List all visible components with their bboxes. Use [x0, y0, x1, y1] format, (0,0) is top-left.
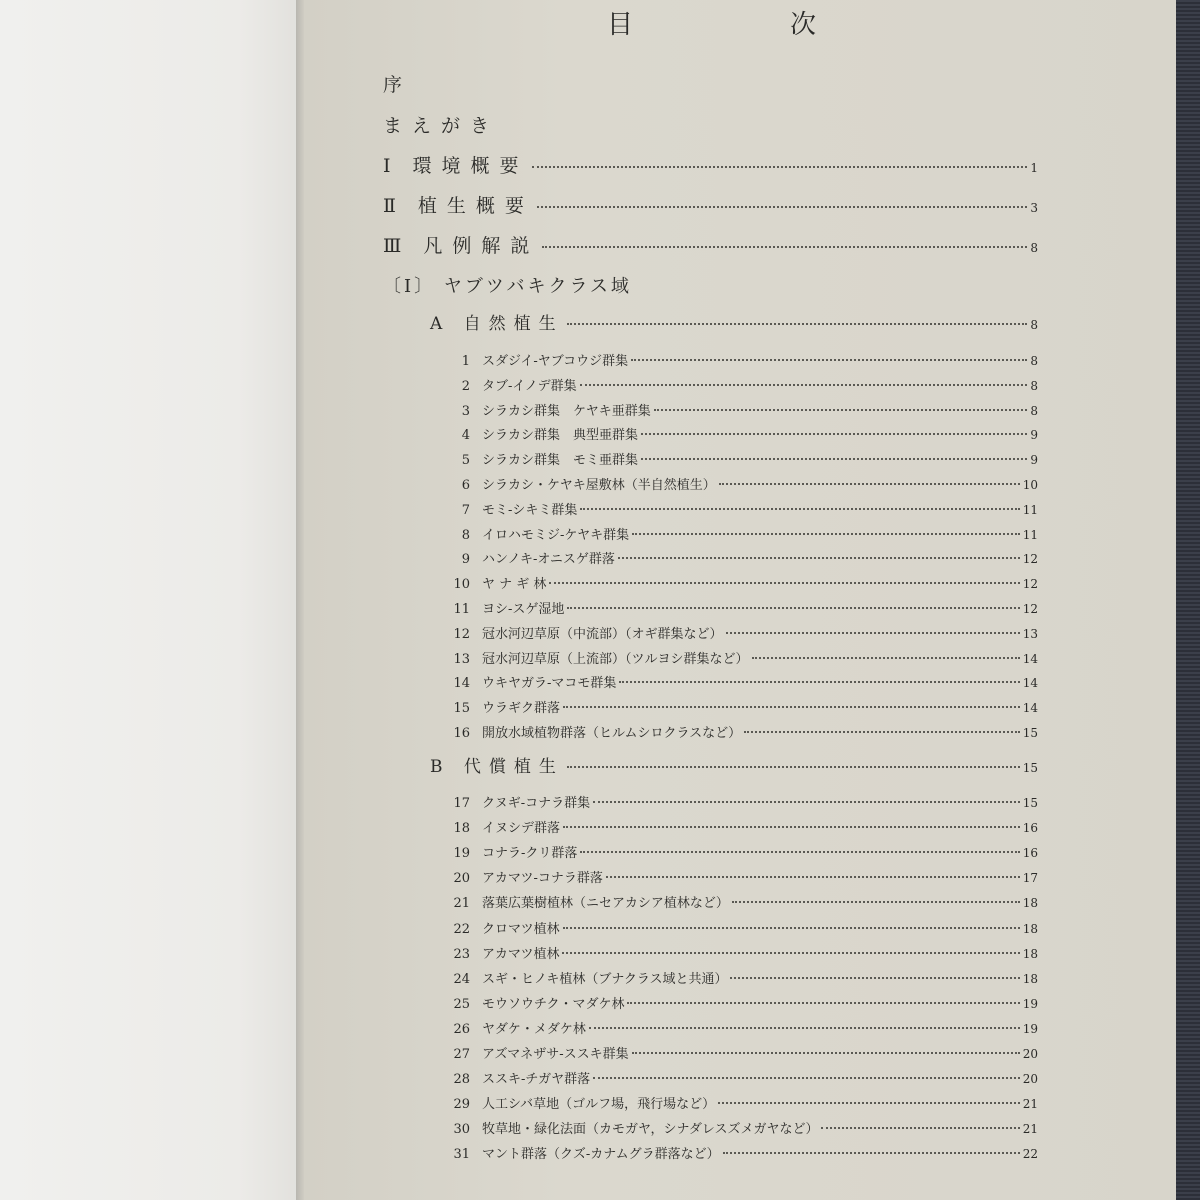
page-number: 12 [1022, 552, 1038, 567]
dot-leader [632, 1052, 1020, 1054]
toc-entry [448, 499, 1038, 518]
entry-title: 落葉広葉樹植林（ニセアカシア植林など） [482, 896, 729, 912]
toc-entry [448, 968, 1038, 987]
entry-number: 8 [461, 527, 470, 543]
page-number: 3 [1030, 201, 1038, 215]
dot-leader [732, 901, 1020, 903]
dot-leader [537, 206, 1027, 208]
toc-entry [448, 892, 1038, 911]
entry-number: 22 [453, 921, 470, 937]
page-number: 12 [1022, 602, 1038, 616]
page-number: 21 [1022, 1097, 1038, 1112]
entry-title: 牧草地・緑化法面（カモガヤ，シナダレスズメガヤなど） [482, 1122, 819, 1138]
page-number: 20 [1022, 1047, 1038, 1061]
entry-number: 23 [453, 946, 470, 962]
toc-entry [448, 672, 1038, 691]
page-number: 8 [1030, 403, 1038, 418]
entry-title: ヨシ-スゲ湿地 [482, 602, 565, 617]
page-number: 18 [1022, 921, 1038, 936]
page-number: 21 [1022, 1122, 1038, 1137]
entry-title: ススキ-チガヤ群落 [482, 1072, 591, 1088]
toc-section [430, 752, 1038, 777]
dot-leader [562, 952, 1019, 954]
page-number: 8 [1030, 318, 1038, 332]
entry-number: 4 [461, 428, 470, 444]
toc-section [430, 309, 1038, 334]
page-number: 20 [1022, 1072, 1038, 1087]
dot-leader [627, 1002, 1019, 1004]
entry-title: タブ-イノデ群集 [482, 378, 577, 394]
dot-leader [563, 706, 1020, 708]
entry-number: 31 [453, 1147, 470, 1163]
section-label: A 自然植生 [430, 314, 564, 334]
page-number: 9 [1030, 453, 1038, 468]
page-number: 8 [1030, 354, 1038, 368]
dot-leader [654, 409, 1028, 411]
toc-entry [448, 548, 1038, 567]
entry-number: 15 [453, 701, 470, 717]
entry-number: 30 [453, 1122, 470, 1138]
entry-number: 3 [461, 403, 470, 419]
dot-leader [641, 458, 1027, 460]
entry-title: アズマネザサ-ススキ群集 [482, 1047, 629, 1062]
chapter-number: Ⅰ [383, 155, 391, 177]
dot-leader [549, 582, 1019, 584]
background-cloth [1176, 0, 1200, 1200]
entry-number: 12 [453, 626, 470, 642]
page-number: 9 [1030, 428, 1038, 443]
dot-leader [619, 681, 1019, 683]
dot-leader [542, 246, 1027, 248]
toc-entry [448, 943, 1038, 962]
entry-number: 21 [453, 896, 470, 912]
page-number: 1 [1030, 161, 1038, 175]
entry-number: 16 [453, 726, 470, 741]
entry-title: シラカシ群集 典型亜群集 [482, 428, 639, 444]
entry-number: 20 [453, 871, 470, 887]
dot-leader [593, 801, 1020, 803]
entry-number: 18 [453, 821, 470, 837]
page-number: 19 [1022, 1021, 1038, 1036]
dot-leader [744, 731, 1020, 733]
entry-title: イヌシデ群落 [482, 821, 561, 837]
toc-entry [448, 792, 1038, 811]
page-number: 18 [1022, 971, 1038, 986]
dot-leader [723, 1152, 1020, 1154]
dot-leader [719, 483, 1020, 485]
section-label: B 代償植生 [430, 757, 564, 777]
entry-title: ヤダケ・メダケ林 [482, 1021, 586, 1037]
page-number: 16 [1022, 821, 1038, 836]
toc-entry [448, 598, 1038, 617]
page-number: 14 [1022, 676, 1038, 691]
entry-number: 24 [453, 971, 470, 987]
toc-entry [448, 867, 1038, 886]
entry-title: 冠水河辺草原（上流部）（ツルヨシ群集など） [482, 651, 749, 667]
dot-leader [532, 166, 1028, 168]
page-number: 8 [1030, 241, 1038, 255]
toc-entry [448, 375, 1038, 394]
dot-leader [580, 508, 1019, 510]
page-number: 12 [1022, 577, 1038, 592]
toc-entry [448, 474, 1038, 493]
page-number: 10 [1022, 478, 1038, 492]
toc-entry [448, 573, 1038, 592]
dot-leader [567, 323, 1028, 325]
dot-leader [641, 433, 1027, 435]
dot-leader [726, 632, 1020, 634]
page-number: 15 [1022, 726, 1038, 740]
entry-title: マント群落（クズ-カナムグラ群落など） [482, 1147, 720, 1163]
page-number: 15 [1022, 796, 1038, 810]
entry-number: 1 [461, 354, 470, 369]
chapter-label: 凡例解説 [423, 235, 540, 257]
page-number: 19 [1022, 996, 1038, 1011]
toc-entry [448, 623, 1038, 642]
dot-leader [589, 1027, 1020, 1029]
toc-chapter [383, 231, 1038, 258]
toc-entry [448, 350, 1038, 369]
toc-entry [448, 993, 1038, 1012]
dot-leader [618, 557, 1020, 559]
entry-title: コナラ-クリ群落 [482, 846, 578, 862]
toc-chapter [383, 151, 1038, 178]
dot-leader [580, 851, 1019, 853]
toc-entry [448, 1018, 1038, 1037]
entry-number: 11 [453, 602, 470, 617]
entry-number: 13 [453, 651, 470, 667]
entry-number: 9 [461, 552, 470, 568]
page-number: 18 [1022, 896, 1038, 911]
entry-number: 26 [453, 1021, 470, 1037]
chapter-number: Ⅲ [383, 235, 402, 257]
entry-title: モウソウチク・マダケ林 [482, 996, 625, 1012]
dot-leader [718, 1102, 1020, 1104]
dot-leader [580, 384, 1028, 386]
toc-entry [448, 722, 1038, 741]
dot-leader [606, 876, 1020, 878]
chapter-label: 植生概要 [417, 195, 534, 217]
entry-number: 7 [461, 502, 470, 518]
page-title-2: 次 [790, 10, 817, 40]
entry-title: ヤ ナ ギ 林 [482, 577, 547, 593]
entry-number: 27 [453, 1047, 470, 1062]
entry-title: 開放水域植物群落（ヒルムシロクラスなど） [482, 726, 742, 741]
dot-leader [593, 1077, 1020, 1079]
entry-title: シラカシ群集 ケヤキ亜群集 [482, 403, 651, 419]
entry-title: イロハモミジ-ケヤキ群集 [482, 527, 630, 543]
entry-title: モミ-シキミ群集 [482, 502, 578, 518]
page-title-1: 目 [607, 10, 634, 40]
entry-number: 28 [453, 1072, 470, 1088]
book-spine [296, 0, 304, 1200]
dot-leader [631, 359, 1027, 361]
entry-title: 冠水河辺草原（中流部）（オギ群集など） [482, 626, 723, 642]
page-number: 13 [1022, 626, 1038, 641]
entry-number: 5 [461, 453, 470, 469]
entry-number: 17 [453, 796, 470, 811]
entry-title: スギ・ヒノキ植林（ブナクラス域と共通） [482, 971, 728, 987]
toc-entry [448, 817, 1038, 836]
page-number: 18 [1022, 946, 1038, 961]
entry-title: スダジイ-ヤブコウジ群集 [482, 354, 629, 369]
chapter-number: Ⅱ [383, 195, 396, 217]
toc-entry [448, 424, 1038, 443]
page-number: 15 [1022, 761, 1038, 775]
page-number: 8 [1030, 378, 1038, 393]
toc-chapter [383, 191, 1038, 218]
entry-title: ウキヤガラ-マコモ群集 [482, 676, 617, 692]
entry-number: 6 [461, 478, 470, 493]
dot-leader [563, 826, 1020, 828]
entry-title: シラカシ群集 モミ亜群集 [482, 453, 639, 469]
toc-entry [448, 1093, 1038, 1112]
toc-entry [448, 697, 1038, 716]
chapter-label: 環境概要 [412, 155, 529, 177]
entry-number: 2 [461, 378, 470, 394]
page-number: 11 [1022, 502, 1038, 517]
entry-title: クヌギ-コナラ群集 [482, 796, 591, 811]
dot-leader [567, 607, 1019, 609]
toc-entry [448, 449, 1038, 468]
dot-leader [730, 977, 1019, 979]
front-foreword: まえがき [383, 115, 500, 137]
entry-title: アカマツ植林 [482, 946, 560, 962]
front-preface: 序 [383, 74, 413, 96]
entry-number: 14 [453, 676, 470, 692]
dot-leader [567, 766, 1020, 768]
entry-number: 19 [453, 846, 470, 862]
toc-entry [448, 842, 1038, 861]
dot-leader [821, 1127, 1019, 1129]
page-number: 11 [1022, 527, 1038, 542]
toc-entry [448, 400, 1038, 419]
page-number: 14 [1022, 701, 1038, 716]
toc-entry [448, 1043, 1038, 1062]
dot-leader [632, 533, 1020, 535]
entry-title: クロマツ植林 [482, 921, 560, 937]
toc-entry [448, 1118, 1038, 1137]
entry-title: アカマツ-コナラ群落 [482, 871, 603, 887]
page-number: 14 [1022, 651, 1038, 666]
toc-entry [448, 1068, 1038, 1087]
dot-leader [752, 657, 1020, 659]
entry-title: シラカシ・ケヤキ屋敷林（半自然植生） [482, 478, 716, 493]
toc-entry [448, 918, 1038, 937]
dot-leader [563, 927, 1020, 929]
entry-number: 10 [453, 577, 470, 593]
page-number: 16 [1022, 846, 1038, 861]
page-number: 17 [1022, 871, 1038, 886]
entry-title: ウラギク群落 [482, 701, 561, 717]
entry-number: 29 [453, 1097, 470, 1113]
page-number: 22 [1022, 1147, 1038, 1162]
toc-entry [448, 648, 1038, 667]
toc-entry [448, 1143, 1038, 1162]
entry-number: 25 [453, 996, 470, 1012]
left-page [0, 0, 298, 1200]
entry-title: 人工シバ草地（ゴルフ場，飛行場など） [482, 1097, 716, 1113]
toc-entry [448, 524, 1038, 543]
entry-title: ハンノキ-オニスゲ群落 [482, 552, 615, 568]
region-heading: 〔Ⅰ〕 ヤブツバキクラス域 [383, 276, 632, 297]
